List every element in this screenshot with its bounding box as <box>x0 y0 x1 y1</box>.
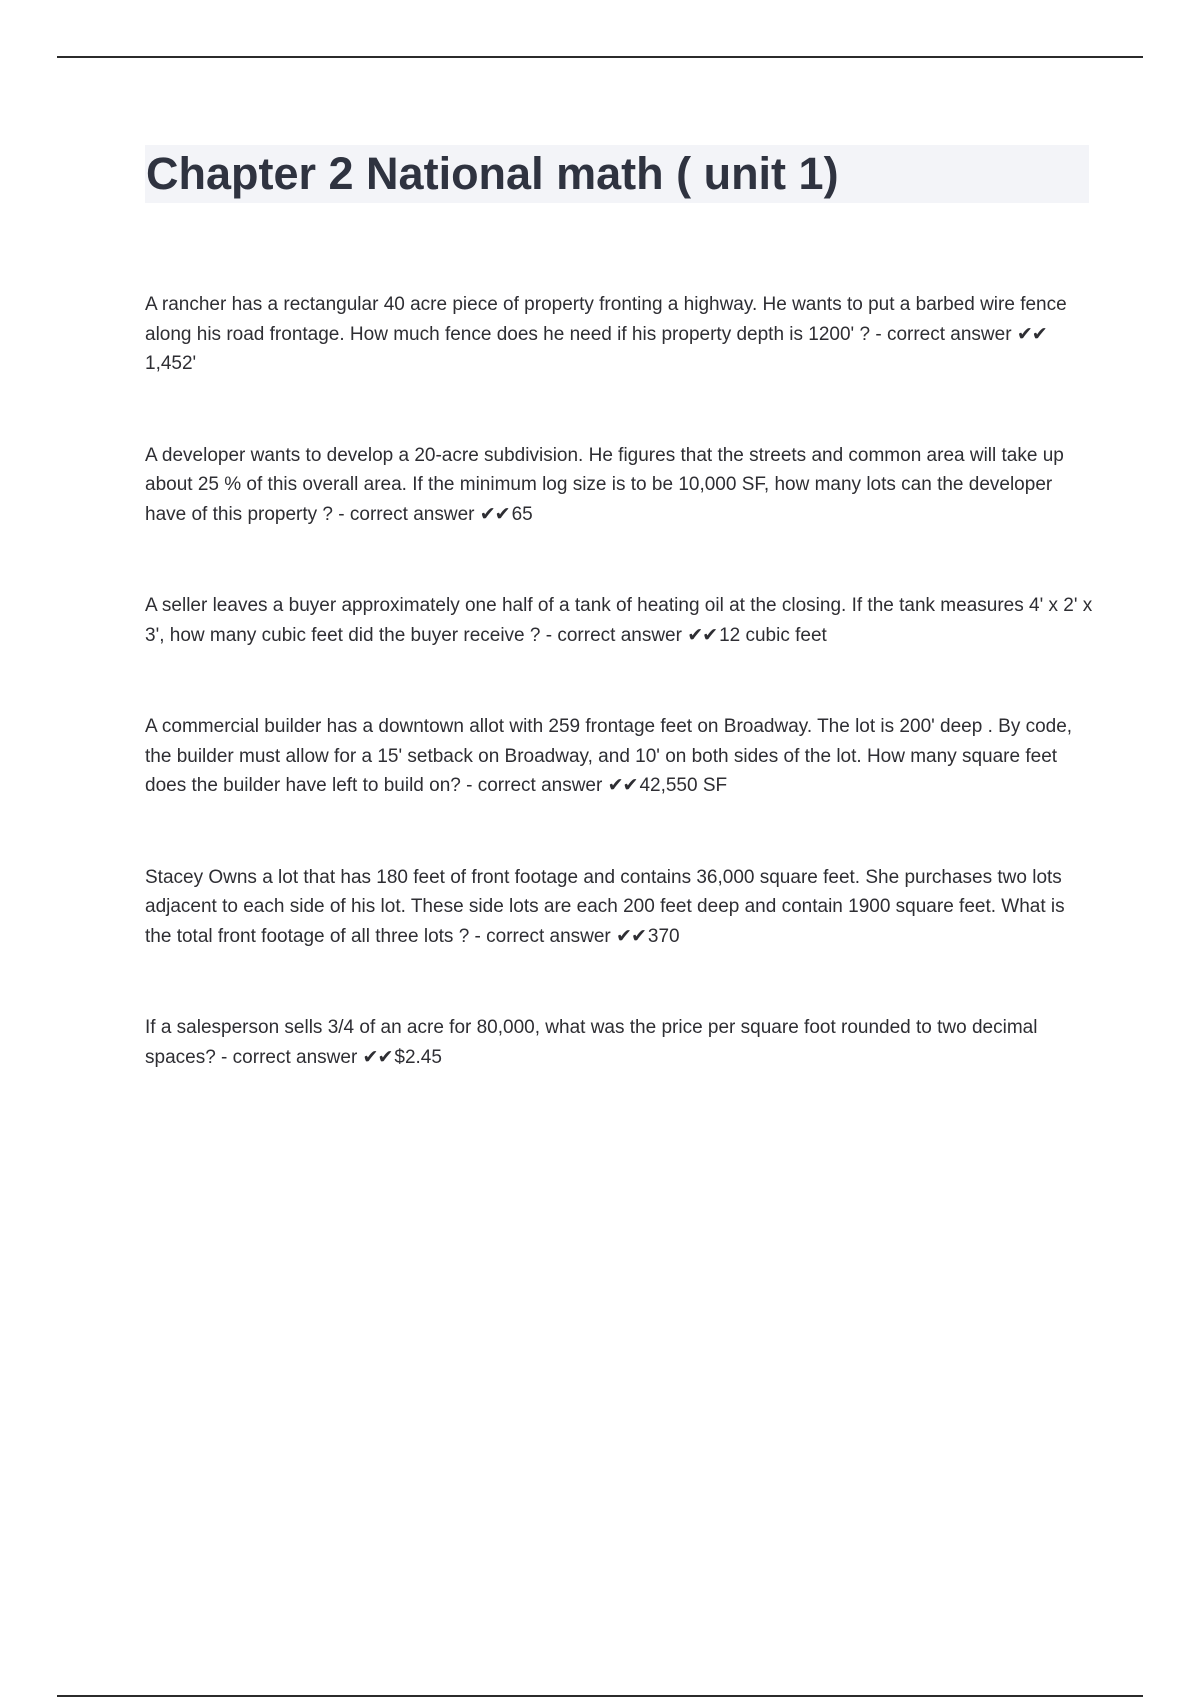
answer-text: $2.45 <box>394 1046 442 1068</box>
qa-item-3 <box>145 591 1095 650</box>
question-text: A seller leaves a buyer approximately one half of a tank of heating oil at the closing. If the tank measures 4' x 2' x 3', how many cubic feet did the buyer receive ? <box>145 595 1093 646</box>
question-text: A developer wants to develop a 20-acre subdivision. He figures that the streets and common area will take up about 25 % of this overall area. If the minimum log size is to be 10,000 SF, how many lots can the developer have of this property ? <box>145 444 1064 525</box>
question-text: A rancher has a rectangular 40 acre piece of property fronting a highway. He wants to put a barbed wire fence along his road frontage. How much fence does he need if his property depth is 1200' ? <box>145 294 1067 345</box>
double-check-icon: ✔✔ <box>1016 323 1047 345</box>
qa-item-6 <box>145 1013 1095 1072</box>
double-check-icon: ✔✔ <box>687 624 718 646</box>
question-text: If a salesperson sells 3/4 of an acre for 80,000, what was the price per square foot rounded to two decimal spaces? <box>145 1017 1038 1068</box>
qa-item-5 <box>145 863 1095 952</box>
qa-item-4 <box>145 712 1095 801</box>
answer-text: 65 <box>511 503 533 525</box>
answer-separator: - <box>460 775 478 796</box>
answer-separator: - <box>469 925 487 947</box>
qa-item-1 <box>145 290 1095 379</box>
question-text: Stacey Owns a lot that has 180 feet of front footage and contains 36,000 square feet. She purchases two lots adjacent to each side of his lot. These side lots are each 200 feet deep and contain 1900 square feet. What is the total front footage of all three lots ? <box>145 866 1065 947</box>
answer-label: correct answer <box>349 503 480 525</box>
answer-separator: - <box>540 624 558 646</box>
answer-separator: - <box>333 503 350 525</box>
question-list <box>145 290 1095 1134</box>
answer-label: correct answer <box>232 1046 363 1068</box>
double-check-icon: ✔✔ <box>479 503 510 525</box>
answer-text: 12 cubic feet <box>719 624 827 646</box>
top-divider <box>57 56 1143 58</box>
double-check-icon: ✔✔ <box>616 925 646 947</box>
answer-label: correct answer <box>486 925 617 947</box>
answer-label: correct answer <box>557 624 688 646</box>
answer-text: 370 <box>647 925 680 947</box>
double-check-icon: ✔✔ <box>362 1046 393 1068</box>
answer-label: correct answer <box>886 323 1017 345</box>
answer-separator: - <box>215 1046 233 1068</box>
bottom-divider <box>57 1695 1143 1697</box>
answer-label: correct answer <box>477 775 608 796</box>
double-check-icon: ✔✔ <box>607 775 638 796</box>
page-title: Chapter 2 National math ( unit 1) <box>146 148 839 199</box>
answer-text: 42,550 SF <box>639 775 728 796</box>
question-text: A commercial builder has a downtown allot with 259 frontage feet on Broadway. The lot is 200' deep . By code, the builder must allow for a 15' setback on Broadway, and 10' on both sides of the lot. How many square feet does the builder have left to build on? <box>145 716 1073 796</box>
answer-separator: - <box>870 323 887 345</box>
answer-text: 1,452' <box>145 353 197 374</box>
qa-item-2 <box>145 441 1095 530</box>
